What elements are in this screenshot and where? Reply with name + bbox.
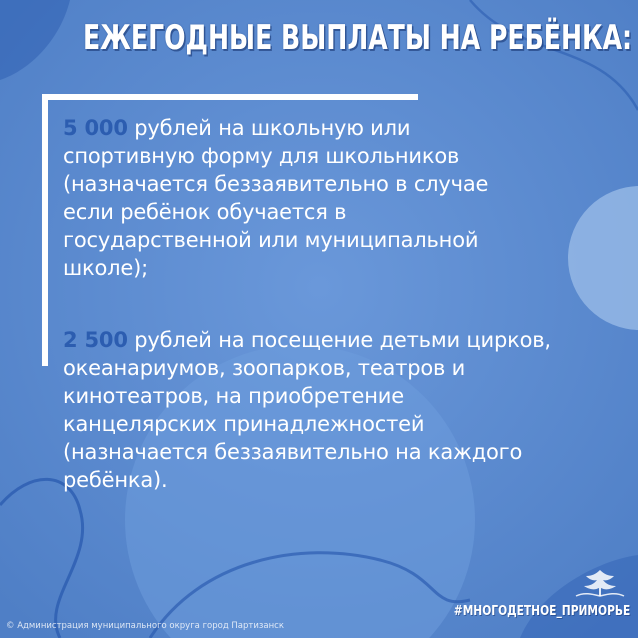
payment-text: канцелярских принадлежностей <box>63 412 425 436</box>
payment-item-school-uniform <box>63 114 623 282</box>
payment-text: ребёнка). <box>63 468 168 492</box>
payment-text: государственной или муниципальной <box>63 228 479 252</box>
frame-left-bar <box>42 94 48 366</box>
payment-line-1 <box>63 326 623 354</box>
payment-text: кинотеатров, на приобретение <box>63 384 404 408</box>
payment-text: школе); <box>63 256 148 280</box>
payment-amount: 2 500 <box>63 328 128 352</box>
regional-emblem-icon <box>570 566 630 600</box>
payment-item-culture-stationery <box>63 326 623 494</box>
payment-amount: 5 000 <box>63 116 128 140</box>
payment-text: рублей на школьную или <box>134 116 411 140</box>
payment-line-1 <box>63 114 623 142</box>
payment-text: спортивную форму для школьников <box>63 144 460 168</box>
headline: ЕЖЕГОДНЫЕ ВЫПЛАТЫ НА РЕБЁНКА: <box>82 18 633 58</box>
payment-text: океанариумов, зоопарков, театров и <box>63 356 466 380</box>
frame-top-bar <box>42 94 418 100</box>
hashtag-label: #МНОГОДЕТНОЕ_ПРИМОРЬЕ <box>453 604 630 619</box>
copyright-credit: © Администрация муниципального округа город Партизанск <box>6 621 284 631</box>
payment-text: (назначается беззаявительно на каждого <box>63 440 523 464</box>
payment-text: (назначается беззаявительно в случае <box>63 172 489 196</box>
payment-text: если ребёнок обучается в <box>63 200 347 224</box>
payment-text: рублей на посещение детьми цирков, <box>134 328 551 352</box>
